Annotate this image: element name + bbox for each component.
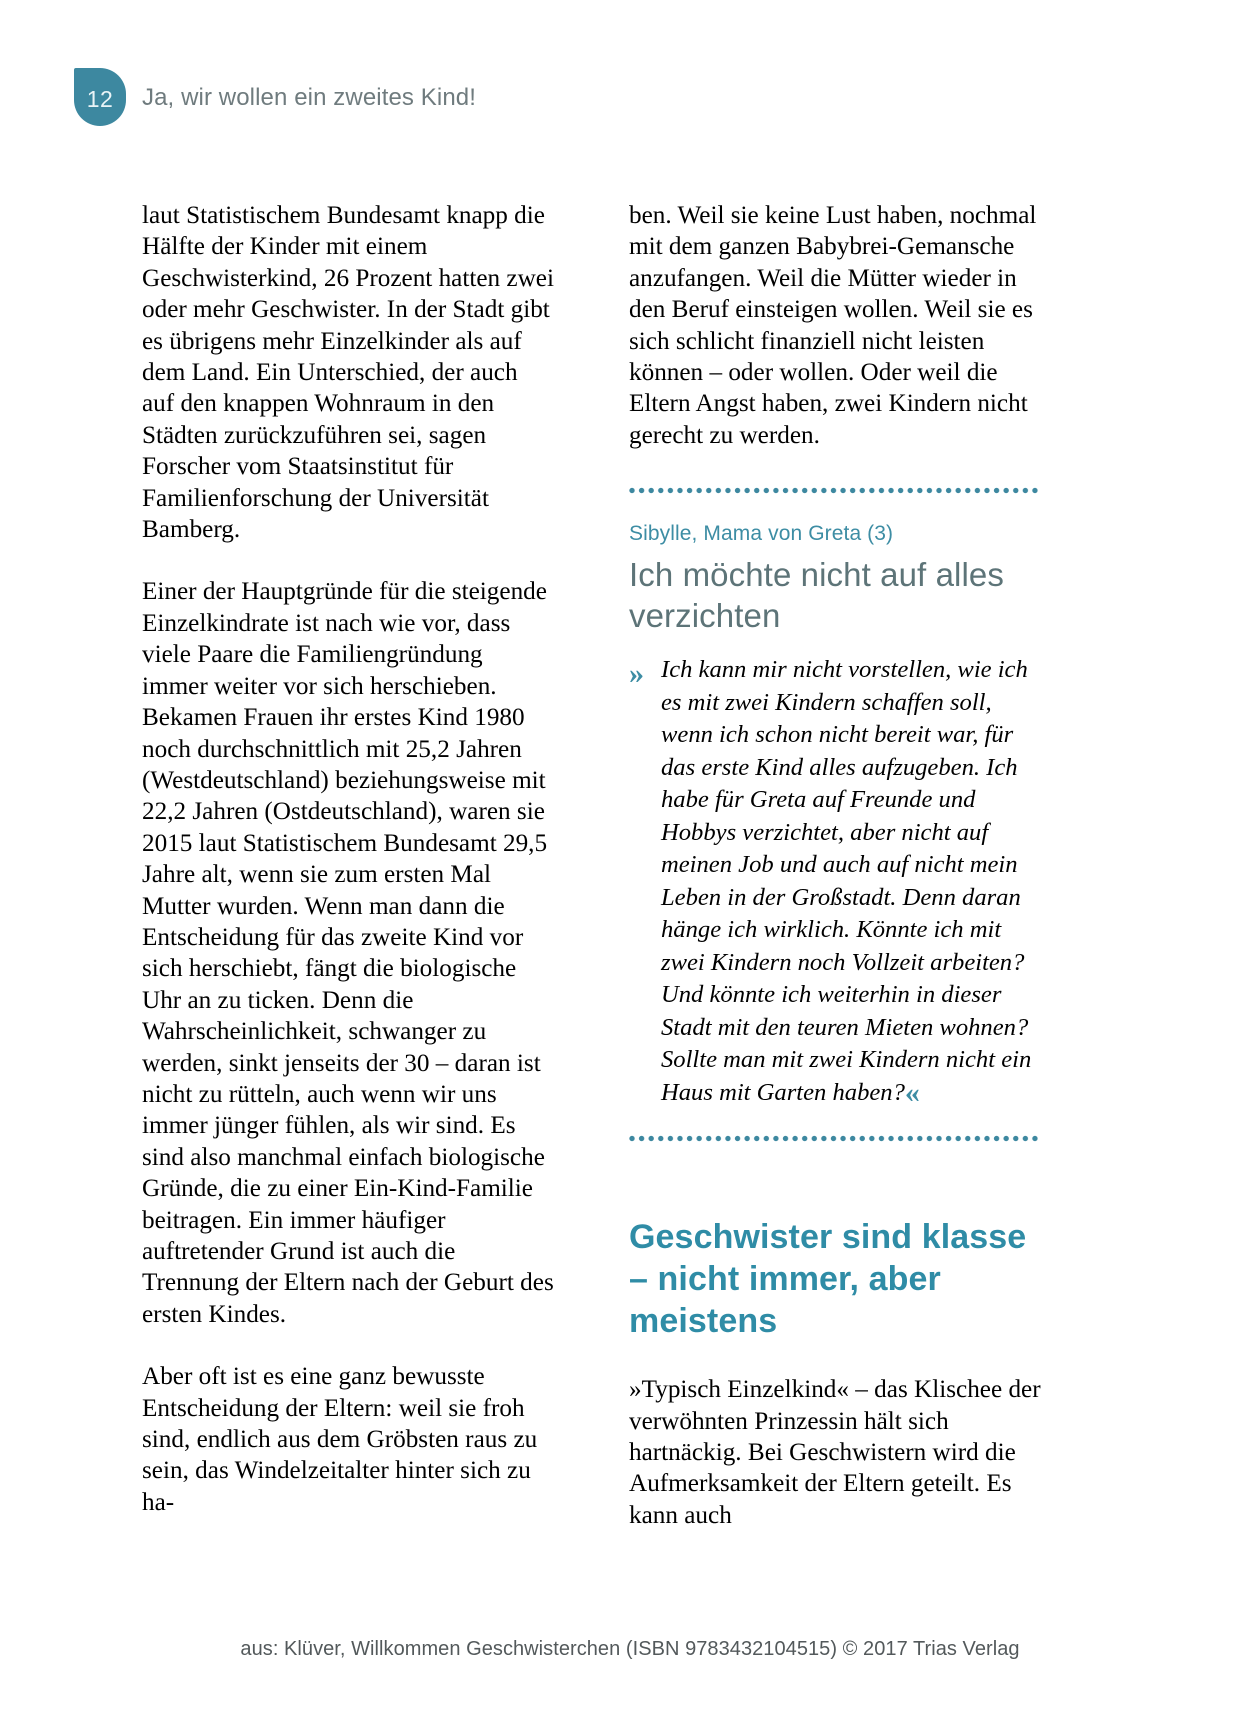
quote-heading: Ich möchte nicht auf alles verzichten <box>629 556 1004 635</box>
two-column-layout <box>142 200 1042 1531</box>
dotted-rule-top <box>629 487 1041 496</box>
section-heading: Geschwister sind klasse – nicht immer, aber meistens <box>629 1218 1027 1341</box>
right-column <box>629 200 1041 1531</box>
double-chevron-open-icon: » <box>629 657 644 691</box>
quote-box <box>629 487 1041 1144</box>
body-paragraph: Einer der Hauptgründe für die steigende Einzelkindrate ist nach wie vor, dass viele Paare die Familiengründung immer weiter vor sich herschieben. Bekamen Frauen ihr erstes Kind 1980 noch durchschnittlich mit 25,2 Jahren (Westdeutschland) beziehungsweise mit 22,2 Jahren (Ostdeutschland), waren sie 2015 laut Statistischem Bundesamt 29,5 Jahre alt, wenn sie zum ersten Mal Mutter wurden. Wenn man dann die Entscheidung für das zweite Kind vor sich herschiebt, fängt die biologische Uhr an zu ticken. Denn die Wahrscheinlichkeit, schwanger zu werden, sinkt jenseits der 30 – daran ist nicht zu rütteln, auch wenn wir uns immer jünger fühlen, als wir sind. Es sind also manchmal einfach biologische Gründe, die zu einer Ein-Kind-Familie beitragen. Ein immer häufiger auftretender Grund ist auch die Trennung der Eltern nach der Geburt des ersten Kindes. <box>142 578 554 1328</box>
dotted-rule-bottom <box>629 1135 1041 1144</box>
body-paragraph: »Typisch Einzelkind« – das Klischee der verwöhnten Prinzessin hält sich hartnäckig. Bei Geschwistern wird die Aufmerksamkeit der Eltern geteilt. Es kann auch <box>629 1376 1041 1529</box>
page-number: 12 <box>86 85 114 112</box>
page-number-badge <box>74 68 126 126</box>
left-column <box>142 200 554 1531</box>
quote-text: Ich kann mir nicht vorstellen, wie ich es mit zwei Kindern schaffen soll, wenn ich schon nicht bereit war, für das erste Kind alles aufzugeben. Ich habe für Greta auf Freunde und Hobbys verzichtet, aber nicht auf meinen Job und auch auf nicht mein Leben in der Großstadt. Denn daran hänge ich wirklich. Könnte ich mit zwei Kindern noch Vollzeit arbeiten? Und könnte ich weiterhin in dieser Stadt mit den teuren Mieten wohnen? Sollte man mit zwei Kindern nicht ein Haus mit Garten haben? <box>661 656 1032 1106</box>
running-head <box>0 68 1260 130</box>
body-paragraph: Aber oft ist es eine ganz bewusste Entscheidung der Eltern: weil sie froh sind, endlich aus dem Gröbsten raus zu sein, das Windelzeitalter hinter sich zu ha- <box>142 1363 538 1516</box>
double-chevron-close-icon: « <box>904 1075 920 1109</box>
quote-attribution: Sibylle, Mama von Greta (3) <box>629 522 894 546</box>
body-paragraph: laut Statistischem Bundesamt knapp die Hälfte der Kinder mit einem Geschwisterkind, 26 Prozent hatten zwei oder mehr Geschwister. In der Stadt gibt es übrigens mehr Einzelkinder als auf dem Land. Ein Unterschied, der auch auf den knappen Wohnraum in den Städten zurückzuführen sei, sagen Forscher vom Staatsinstitut für Familienforschung der Universität Bamberg. <box>142 202 554 544</box>
body-paragraph: ben. Weil sie keine Lust haben, nochmal mit dem ganzen Babybrei-Gemansche anzufangen. Weil die Mütter wieder in den Beruf einsteigen wollen. Weil sie es sich schlicht finanziell nicht leisten können – oder wollen. Oder weil die Eltern Angst haben, zwei Kindern nicht gerecht zu werden. <box>629 202 1037 449</box>
quote-body <box>629 654 1041 1109</box>
footer-credit: aus: Klüver, Willkommen Geschwisterchen (ISBN 9783432104515) © 2017 Trias Verlag <box>240 1638 1020 1660</box>
chapter-title: Ja, wir wollen ein zweites Kind! <box>142 84 477 111</box>
